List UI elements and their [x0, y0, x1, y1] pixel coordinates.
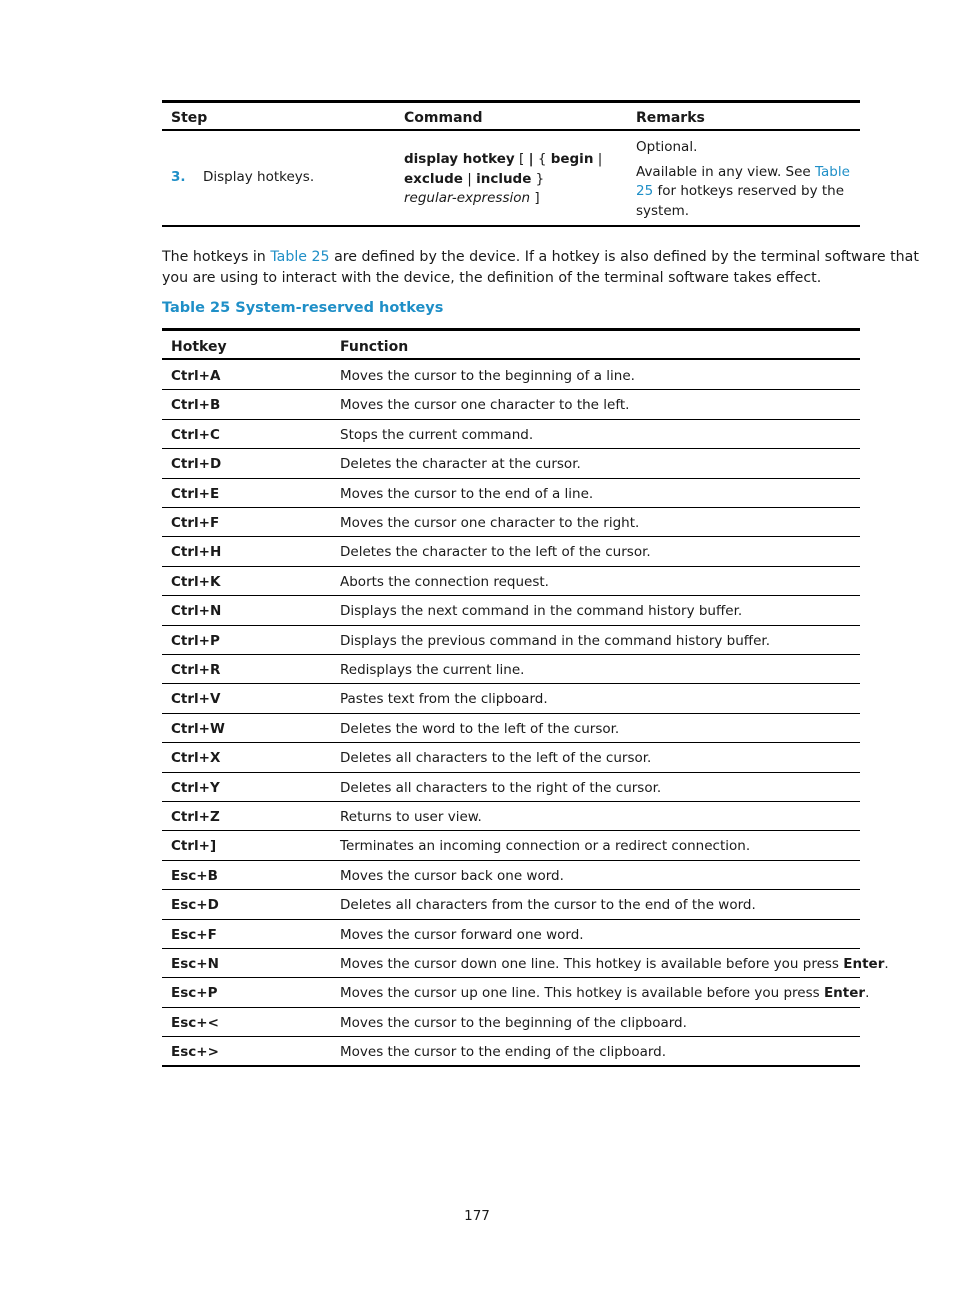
table-row: [162, 1008, 860, 1037]
paragraph-line-2: you are using to interact with the device, the definition of the terminal software takes effect.: [162, 270, 822, 286]
hotkey-cell: Ctrl+D: [171, 456, 222, 473]
hotkey-cell: Ctrl+K: [171, 573, 221, 590]
hotkey-cell: Ctrl+Z: [171, 809, 220, 825]
table-bottom-rule: [162, 225, 860, 227]
table-row: [162, 920, 860, 949]
hotkey-cell: Esc+B: [171, 867, 218, 884]
remarks-line-1: Available in any view. See Table: [636, 163, 850, 180]
header-step: Step: [171, 110, 208, 126]
table-row: [162, 890, 860, 919]
function-cell: Displays the next command in the command history buffer.: [340, 603, 743, 620]
hotkey-cell: Esc+N: [171, 956, 219, 972]
table-row: [162, 626, 860, 655]
function-cell: Terminates an incoming connection or a redirect connection.: [340, 838, 751, 855]
header-remarks: Remarks: [636, 110, 705, 126]
hotkey-cell: Esc+<: [171, 1014, 219, 1031]
table-row: [162, 567, 860, 596]
table-top-rule: [162, 100, 860, 103]
function-cell: Deletes all characters from the cursor to the end of the word.: [340, 897, 756, 914]
table-row: [162, 978, 870, 1007]
function-cell: Moves the cursor back one word.: [340, 867, 564, 884]
table-row: [162, 537, 860, 566]
table-row: [162, 773, 860, 802]
table-25-ref-link[interactable]: Table 25: [270, 249, 330, 265]
hotkey-table-top-rule: [162, 328, 860, 331]
table-row: [162, 479, 860, 508]
function-cell: Redisplays the current line.: [340, 662, 525, 678]
hotkey-cell: Esc+P: [171, 985, 218, 1002]
hotkey-cell: Ctrl+C: [171, 426, 220, 443]
table-row: [162, 831, 860, 860]
header-command: Command: [404, 110, 483, 126]
function-cell: Moves the cursor to the ending of the clipboard.: [340, 1044, 667, 1061]
function-cell: Deletes the character at the cursor.: [340, 456, 581, 473]
hotkey-header-rule: [162, 358, 860, 360]
function-cell: Pastes text from the clipboard.: [340, 691, 548, 708]
table-row: [162, 596, 860, 625]
function-cell: Moves the cursor to the beginning of a line.: [340, 368, 635, 384]
hotkey-cell: Ctrl+H: [171, 544, 222, 561]
hotkey-cell: Ctrl+V: [171, 691, 221, 708]
command-line-1: display hotkey [ | { begin |: [404, 151, 603, 167]
hotkey-cell: Esc+D: [171, 897, 219, 914]
hotkey-cell: Esc+>: [171, 1044, 219, 1061]
table-25-link[interactable]: Table: [815, 163, 850, 180]
hotkey-cell: Ctrl+]: [171, 838, 217, 855]
hotkey-cell: Ctrl+A: [171, 368, 221, 384]
hotkey-cell: Ctrl+F: [171, 515, 220, 531]
table-row: [162, 684, 860, 713]
table-row: [162, 802, 860, 831]
command-syntax: [404, 150, 624, 209]
hotkey-cell: Ctrl+P: [171, 632, 220, 649]
function-cell: Deletes all characters to the left of the cursor.: [340, 750, 652, 767]
table-row: [162, 949, 889, 978]
function-cell: Aborts the connection request.: [340, 573, 549, 590]
remarks-cell: [636, 138, 860, 221]
function-cell: Moves the cursor one character to the right.: [340, 515, 640, 531]
hotkey-cell: Ctrl+X: [171, 750, 221, 767]
table-row: [162, 420, 860, 449]
header-hotkey: Hotkey: [171, 339, 227, 355]
header-rule: [162, 129, 860, 131]
paragraph-line-1: The hotkeys in Table 25 are defined by the device. If a hotkey is also defined by the terminal software that: [162, 249, 919, 265]
function-cell: Moves the cursor to the beginning of the clipboard.: [340, 1014, 687, 1031]
function-cell: Returns to user view.: [340, 809, 482, 825]
function-cell: Displays the previous command in the command history buffer.: [340, 632, 770, 649]
step-description: Display hotkeys.: [203, 169, 315, 185]
hotkey-cell: Ctrl+E: [171, 485, 220, 502]
table-caption: Table 25 System-reserved hotkeys: [162, 300, 444, 316]
function-cell: Moves the cursor down one line. This hotkey is available before you press Enter.: [340, 956, 889, 972]
command-line-2: exclude | include }: [404, 170, 545, 187]
remarks-line-3: system.: [636, 202, 690, 219]
command-line-3: regular-expression ]: [404, 190, 540, 206]
remarks-optional: Optional.: [636, 139, 698, 155]
remarks-line-2: 25 for hotkeys reserved by the: [636, 183, 845, 199]
step-number: 3.: [171, 169, 186, 185]
function-cell: Moves the cursor up one line. This hotkey is available before you press Enter.: [340, 985, 870, 1002]
table-row: [162, 714, 860, 743]
function-cell: Deletes all characters to the right of the cursor.: [340, 779, 662, 796]
table-row: [162, 449, 860, 478]
table-25-link-cont[interactable]: 25: [636, 183, 654, 199]
table-row: [162, 361, 860, 390]
function-cell: Moves the cursor one character to the left.: [340, 397, 630, 414]
function-cell: Deletes the word to the left of the cursor.: [340, 720, 620, 737]
hotkey-cell: Ctrl+R: [171, 662, 221, 678]
table-row: [162, 655, 860, 684]
hotkey-cell: Ctrl+B: [171, 397, 221, 414]
table-row: [162, 1037, 860, 1066]
page-number: 177: [464, 1208, 490, 1224]
hotkey-cell: Esc+F: [171, 926, 217, 943]
table-row: [162, 743, 860, 772]
table-row: [162, 508, 860, 537]
function-cell: Moves the cursor forward one word.: [340, 926, 584, 943]
hotkey-cell: Ctrl+N: [171, 603, 222, 620]
hotkey-cell: Ctrl+Y: [171, 779, 220, 796]
table-row: [162, 390, 860, 419]
function-cell: Stops the current command.: [340, 426, 534, 443]
header-function: Function: [340, 339, 409, 355]
hotkey-cell: Ctrl+W: [171, 720, 225, 737]
function-cell: Deletes the character to the left of the cursor.: [340, 544, 651, 561]
table-row: [162, 861, 860, 890]
intro-paragraph: [162, 247, 919, 289]
function-cell: Moves the cursor to the end of a line.: [340, 485, 594, 502]
